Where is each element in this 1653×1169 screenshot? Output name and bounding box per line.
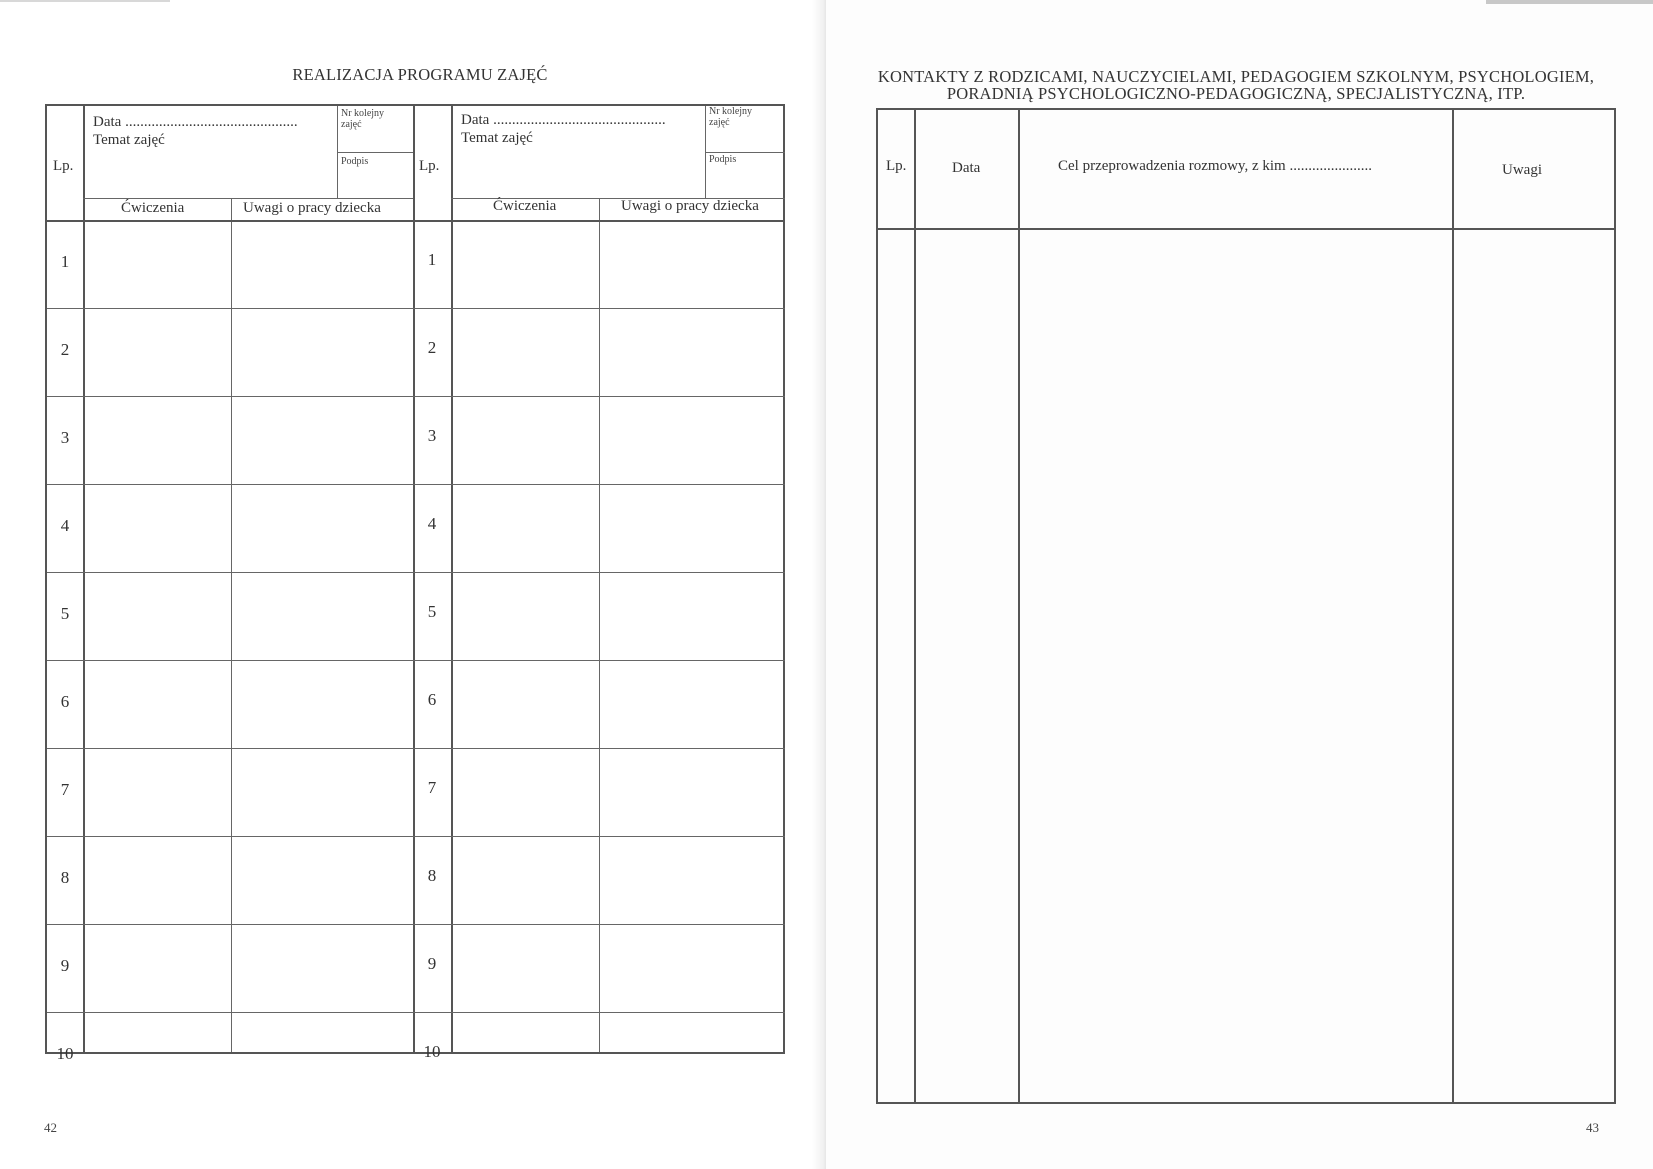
uwagi-column-divider [1452,110,1454,1102]
row-number: 1 [427,250,437,269]
nr-kolejny-label: Nr kolejny [709,106,753,117]
temat-label: Temat zajęć [461,130,533,146]
row-number: 8 [60,868,70,887]
uwagi-header: Uwagi [1502,162,1542,178]
row-line [47,924,785,925]
lp-header: Lp. [886,158,907,174]
podpis-label: Podpis [709,154,737,165]
row-line [47,1012,785,1013]
row-line [47,308,785,309]
nr-kolejny-label-2: zajęć [709,117,730,128]
scan-edge-line [1486,0,1653,4]
cel-header: Cel przeprowadzenia rozmowy, z kim ...................... [1058,158,1372,174]
uwagi-header: Uwagi o pracy dziecka [621,198,759,214]
nr-kolejny-label-2: zajęć [341,119,362,130]
row-number: 4 [427,514,437,533]
data-label: Data .............................................. [93,114,298,130]
podpis-label: Podpis [341,156,369,167]
half-divider-left [413,106,415,1052]
podpis-line-2 [705,152,785,153]
nr-kolejny-label: Nr kolejny [341,108,385,119]
row-line [47,748,785,749]
half-divider-right [451,106,453,1052]
header-bottom-line [878,228,1616,230]
cwiczenia-header: Ćwiczenia [493,198,557,214]
row-line [47,572,785,573]
row-number: 5 [60,604,70,623]
row-number: 9 [427,954,437,973]
row-number: 6 [60,692,70,711]
row-number: 3 [60,428,70,447]
contacts-table [876,108,1616,1104]
row-number: 6 [427,690,437,709]
lp-column-divider [83,106,85,1052]
cwiczenia-header: Ćwiczenia [121,200,185,216]
data-label: Data .............................................. [461,112,666,128]
podpis-line-1 [337,152,413,153]
lp-header: Lp. [53,158,74,174]
scan-edge-line [0,0,170,2]
row-number: 10 [423,1042,441,1061]
row-number: 2 [427,338,437,357]
row-line [47,660,785,661]
right-page-title-line2: PORADNIĄ PSYCHOLOGICZNO-PEDAGOGICZNĄ, SPECJALISTYCZNĄ, ITP. [946,84,1526,103]
row-number: 8 [427,866,437,885]
uwagi-header: Uwagi o pracy dziecka [243,200,381,216]
header-bottom-line [47,220,785,222]
page-number-left: 42 [44,1120,57,1135]
lp-header: Lp. [419,158,440,174]
right-page [826,0,1653,1169]
data-header: Data [952,160,981,176]
row-number: 5 [427,602,437,621]
row-number: 3 [427,426,437,445]
program-table [45,104,785,1063]
temat-label: Temat zajęć [93,132,165,148]
row-number: 7 [427,778,437,797]
row-line [47,396,785,397]
data-column-divider [1018,110,1020,1102]
left-page [0,0,826,1169]
row-number: 7 [60,780,70,799]
row-number: 2 [60,340,70,359]
right-page-title-line1: KONTAKTY Z RODZICAMI, NAUCZYCIELAMI, PEDAGOGIEM SZKOLNYM, PSYCHOLOGIEM, [877,67,1595,86]
page-number-right: 43 [1586,1120,1599,1135]
row-number: 4 [60,516,70,535]
row-line [47,836,785,837]
lp-column-divider [914,110,916,1102]
row-number: 10 [56,1044,74,1063]
left-page-title: REALIZACJA PROGRAMU ZAJĘĆ [292,65,548,84]
row-number: 1 [60,252,70,271]
subheader-line-1 [83,198,413,199]
row-number: 9 [60,956,70,975]
row-line [47,484,785,485]
